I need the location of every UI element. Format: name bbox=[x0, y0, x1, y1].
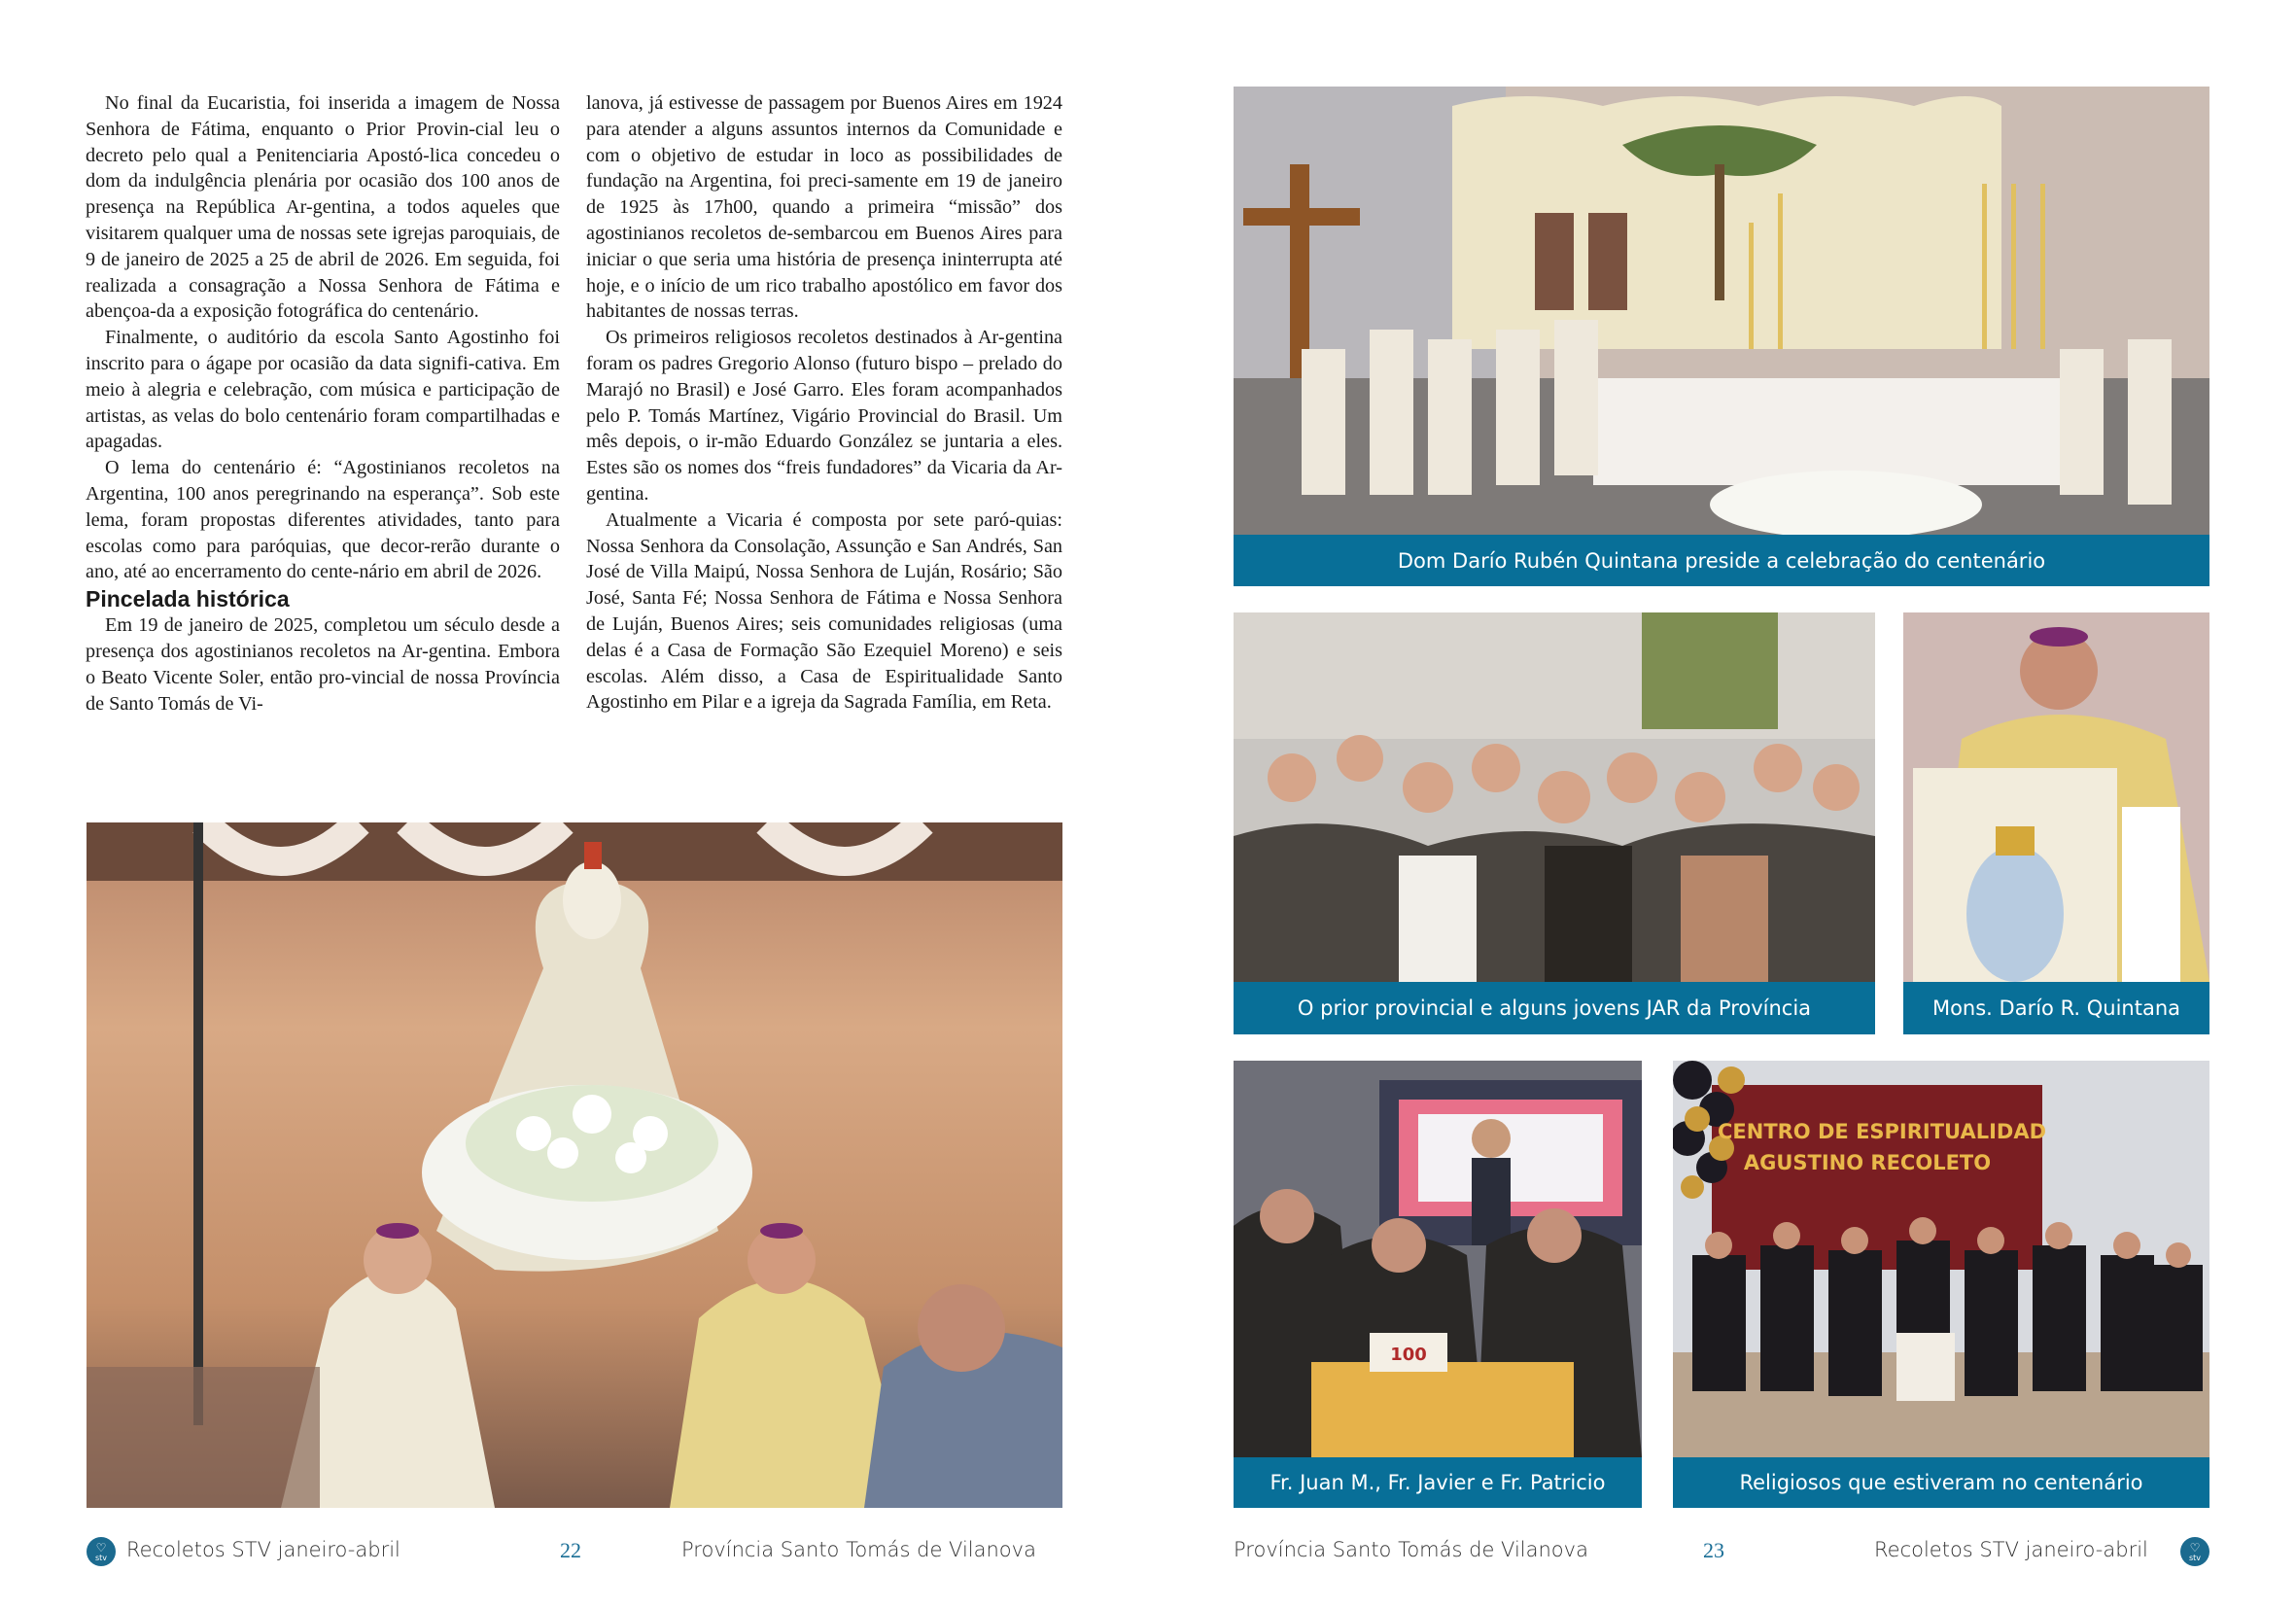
footer-province: Província Santo Tomás de Vilanova bbox=[681, 1538, 1036, 1561]
banner-line-1: CENTRO DE ESPIRITUALIDAD bbox=[1717, 1120, 2047, 1143]
footer-magazine-title: Recoletos STV janeiro-abril bbox=[1874, 1538, 2148, 1561]
footer-magazine-title: Recoletos STV janeiro-abril bbox=[126, 1538, 400, 1561]
footer-province: Província Santo Tomás de Vilanova bbox=[1234, 1538, 1588, 1561]
page-number: 22 bbox=[560, 1538, 581, 1562]
caption-bottom-left: Fr. Juan M., Fr. Javier e Fr. Patricio bbox=[1234, 1457, 1642, 1508]
bishop-quintana-photo bbox=[1903, 612, 2209, 982]
fatima-statue-photo bbox=[87, 822, 1062, 1508]
logo-text: stv bbox=[2188, 1553, 2202, 1562]
stv-logo-icon: ♡ stv bbox=[2180, 1537, 2209, 1566]
stv-logo-icon: ♡ stv bbox=[87, 1537, 116, 1566]
paragraph-continuation: lanova, já estivesse de passagem por Buenos Aires em 1924 para atender a alguns assuntos internos da Comunidade e com o objetivo de estudar in loco as possibilidades de fundação na Argentina, foi preci-samente em 19 de janeiro de 1925 às 17h00, quando a primeira “missão” dos agostinianos recoletos de-sembarcou em Buenos Aires para iniciar o que seria uma história de presença ininterrupta até hoje, e o início de um rico trabalho apostólico em favor dos habitantes de nossas terras. bbox=[586, 92, 1062, 323]
paragraph: Em 19 de janeiro de 2025, completou um século desde a presença dos agostinianos recoletos na Ar-gentina. Embora o Beato Vicente Soler, então pro-vincial de nossa Província de Santo Tomás de Vi- bbox=[86, 614, 560, 715]
youth-group-photo bbox=[1234, 612, 1875, 982]
cake-text: 100 bbox=[1390, 1345, 1427, 1365]
text-column-1 bbox=[86, 90, 560, 717]
text-column-2 bbox=[586, 90, 1062, 716]
logo-text: stv bbox=[94, 1553, 108, 1562]
centenary-mass-photo bbox=[1234, 87, 2209, 535]
caption-bottom-right: Religiosos que estiveram no centenário bbox=[1673, 1457, 2209, 1508]
religious-group-photo bbox=[1673, 1061, 2209, 1457]
cake-candles-photo bbox=[1234, 1061, 1642, 1457]
paragraph: Os primeiros religiosos recoletos destinados à Ar-gentina foram os padres Gregorio Alonso (futuro bispo – prelado do Marajó no Brasil) e José Garro. Eles foram acompanhados pelo P. Tomás Martínez, Vigário Provincial do Brasil. Um mês depois, o ir-mão Eduardo González se juntaria a eles. Estes são os nomes dos “freis fundadores” da Vicaria da Ar-gentina. bbox=[586, 327, 1062, 505]
banner-line-2: AGUSTINO RECOLETO bbox=[1743, 1151, 1992, 1174]
paragraph: Atualmente a Vicaria é composta por sete paró-quias: Nossa Senhora da Consolação, Assunção e San Andrés, San José de Villa Maipú, Nossa Senhora de Luján, Rosário; São José, Santa Fé; Nossa Senhora de Fátima e Nossa Senhora de Luján, Buenos Aires; seis comunidades religiosas (uma delas é a Casa de Formação São Ezequiel Moreno) e seis escolas. Além disso, a Casa de Espiritualidade Santo Agostinho em Pilar e a igreja da Sagrada Família, em Reta. bbox=[586, 508, 1062, 714]
paragraph: No final da Eucaristia, foi inserida a imagem de Nossa Senhora de Fátima, enquanto o Prior Provin-cial leu o decreto pelo qual a Penitenciaria Apostó-lica concedeu o dom da indulgência plenária por ocasião dos 100 anos de presença na República Ar-gentina, a todos aqueles que visitarem qualquer uma de nossas sete igrejas paroquiais, de 9 de janeiro de 2025 a 25 de abril de 2026. Em seguida, foi realizada a consagração a Nossa Senhora de Fátima e abençoa-da a exposição fotográfica do centenário. bbox=[86, 92, 560, 323]
caption-middle-right: Mons. Darío R. Quintana bbox=[1903, 982, 2209, 1034]
caption-top: Dom Darío Rubén Quintana preside a celebração do centenário bbox=[1234, 535, 2209, 586]
caption-middle-left: O prior provincial e alguns jovens JAR da Província bbox=[1234, 982, 1875, 1034]
paragraph: Finalmente, o auditório da escola Santo Agostinho foi inscrito para o ágape por ocasião da data signifi-cativa. Em meio à alegria e celebração, com música e participação de artistas, as velas do bolo centenário foram compartilhadas e apagadas. bbox=[86, 327, 560, 453]
page-number: 23 bbox=[1703, 1538, 1724, 1562]
paragraph: O lema do centenário é: “Agostinianos recoletos na Argentina, 100 anos peregrinando na esperança”. Sob este lema, foram propostas diferentes atividades, tanto para escolas como para paróquias, que decor-rerão durante o ano, até ao encerramento do cente-nário em abril de 2026. bbox=[86, 457, 560, 583]
section-heading: Pincelada histórica bbox=[86, 586, 290, 612]
